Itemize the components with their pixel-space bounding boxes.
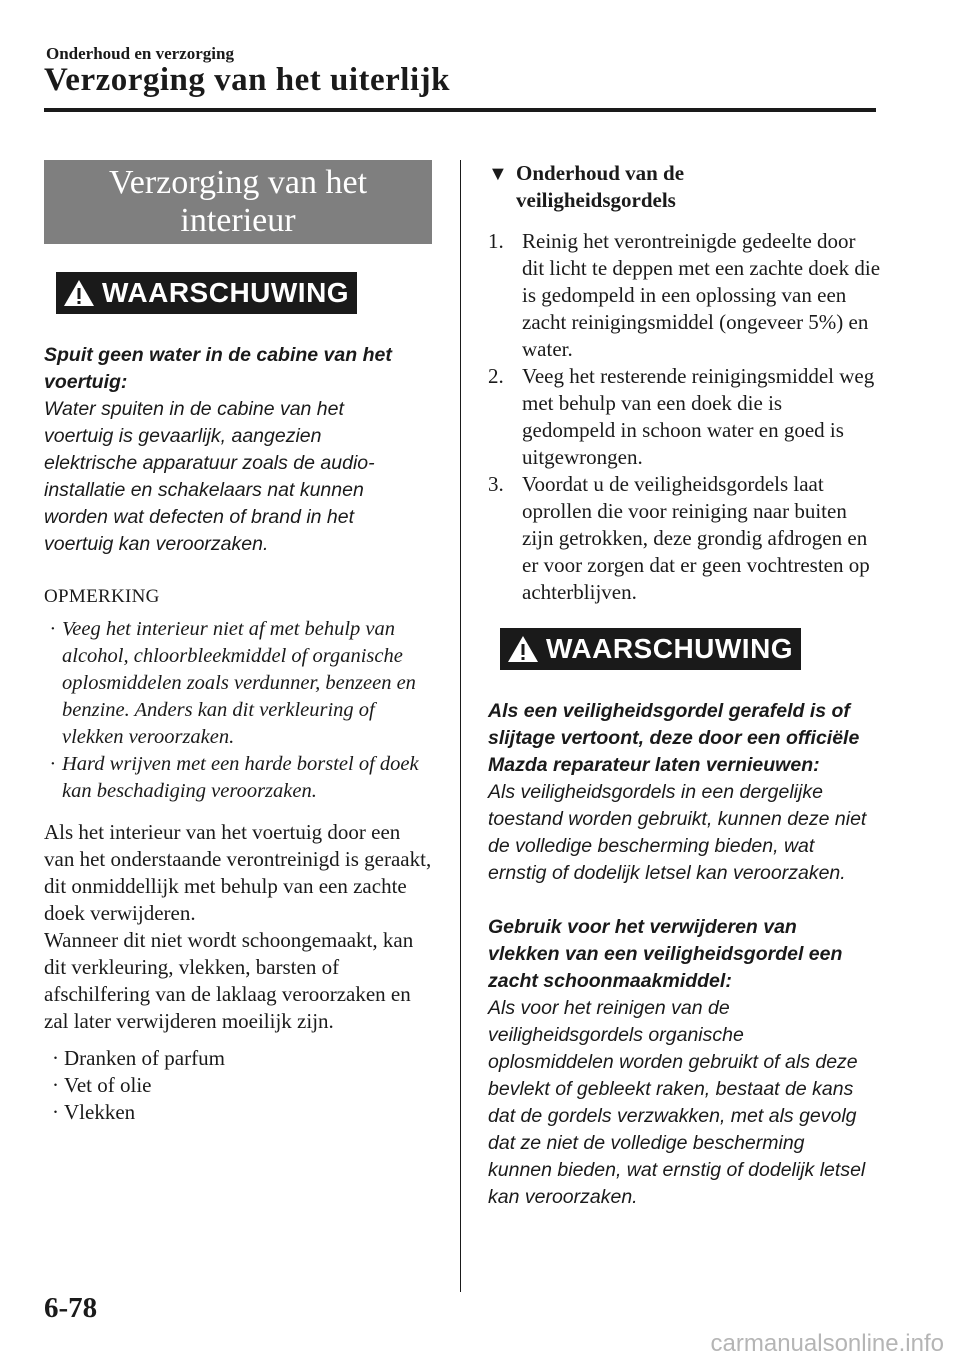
page-title: Verzorging van het uiterlijk bbox=[44, 62, 450, 98]
list-item: · Vlekken bbox=[52, 1100, 136, 1124]
triangle-down-icon: ▼ bbox=[488, 163, 508, 185]
right-column bbox=[488, 160, 880, 1211]
list-item: · Vet of olie bbox=[52, 1073, 152, 1097]
column-divider bbox=[460, 160, 461, 1292]
warning-label: WAARSCHUWING bbox=[102, 277, 350, 308]
warning-triangle-icon bbox=[506, 634, 540, 664]
header-divider bbox=[44, 108, 876, 112]
note-item: · Veeg het interieur niet af met behulp van alcohol, chloorbleekmiddel of organische oplosmiddelen zoals verdunner, benzeen en benzine. Anders kan dit verkleuring of vlekken veroorzaken. bbox=[50, 618, 416, 748]
section-title-line1: Verzorging van het bbox=[108, 164, 368, 201]
subheading-line2: veiligheidsgordels bbox=[516, 188, 676, 212]
warning-body: Water spuiten in de cabine van het voertuig is gevaarlijk, aangezien elektrische apparatuur zoals de audio-installatie en schakelaars nat kunnen worden wat defecten of brand in het voertuig kan veroorzaken. bbox=[44, 398, 375, 555]
section-title-line2: interieur bbox=[180, 202, 296, 239]
subheading-line1: Onderhoud van de bbox=[516, 161, 685, 185]
section-title-box bbox=[44, 160, 432, 244]
warning-triangle-icon bbox=[62, 278, 96, 308]
warning-text bbox=[488, 698, 872, 1211]
watermark: carmanualsonline.info bbox=[710, 1330, 944, 1357]
section-header: Onderhoud en verzorging bbox=[46, 44, 234, 63]
note-list bbox=[44, 616, 432, 805]
left-column bbox=[44, 160, 432, 1126]
step-item: 1. Reinig het verontreinigde gedeelte door dit licht te deppen met een zachte doek die is gedompeld in een oplossing van een zacht reinigingsmiddel (ongeveer 5%) en water. bbox=[488, 229, 881, 361]
paragraph: Als het interieur van het voertuig door een van het onderstaande verontreinigd is geraakt, dit onmiddellijk met behulp van een zachte doek verwijderen. bbox=[44, 820, 432, 925]
page-number: 6-78 bbox=[44, 1292, 98, 1324]
step-item: 3. Voordat u de veiligheidsgordels laat oprollen die voor reiniging naar buiten zijn getrokken, deze grondig afdrogen en er voor zorgen dat er geen vochtresten op achterblijven. bbox=[488, 472, 870, 604]
list-item: · Dranken of parfum bbox=[52, 1046, 225, 1070]
subheading bbox=[488, 160, 880, 214]
warning-heading: Als een veiligheidsgordel gerafeld is of slijtage vertoont, deze door een officiële Mazda reparateur laten vernieuwen: bbox=[488, 700, 860, 776]
warning-body: Als veiligheidsgordels in een dergelijke toestand worden gebruikt, kunnen deze niet de volledige bescherming bieden, wat ernstig of dodelijk letsel kan veroorzaken. bbox=[488, 781, 867, 884]
warning-text bbox=[44, 342, 404, 558]
note-item: · Hard wrijven met een harde borstel of doek kan beschadiging veroorzaken. bbox=[50, 753, 419, 802]
step-item: 2. Veeg het resterende reinigingsmiddel weg met behulp van een doek die is gedompeld in schoon water en goed is uitgewrongen. bbox=[488, 364, 875, 469]
warning-body: Als voor het reinigen van de veiligheidsgordels organische oplosmiddelen worden gebruikt of als deze bevlekt of gebleekt raken, bestaat de kans dat de gordels verzwakken, met als gevolg dat ze niet de volledige bescherming kunnen bieden, wat ernstig of dodelijk letsel kan veroorzaken. bbox=[488, 997, 866, 1208]
warning-heading: Spuit geen water in de cabine van het voertuig: bbox=[44, 344, 392, 393]
warning-label: WAARSCHUWING bbox=[546, 633, 794, 664]
steps-list bbox=[488, 228, 880, 606]
note-heading: OPMERKING bbox=[44, 586, 160, 607]
warning-heading: Gebruik voor het verwijderen van vlekken van een veiligheidsgordel een zacht schoonmaakmiddel: bbox=[488, 916, 843, 992]
paragraph: Wanneer dit niet wordt schoongemaakt, kan dit verkleuring, vlekken, barsten of afschilfering van de laklaag veroorzaken en zal later verwijderen moeilijk zijn. bbox=[44, 928, 414, 1033]
warning-badge bbox=[500, 628, 801, 670]
warning-badge bbox=[56, 272, 357, 314]
contaminant-list bbox=[44, 1045, 432, 1126]
